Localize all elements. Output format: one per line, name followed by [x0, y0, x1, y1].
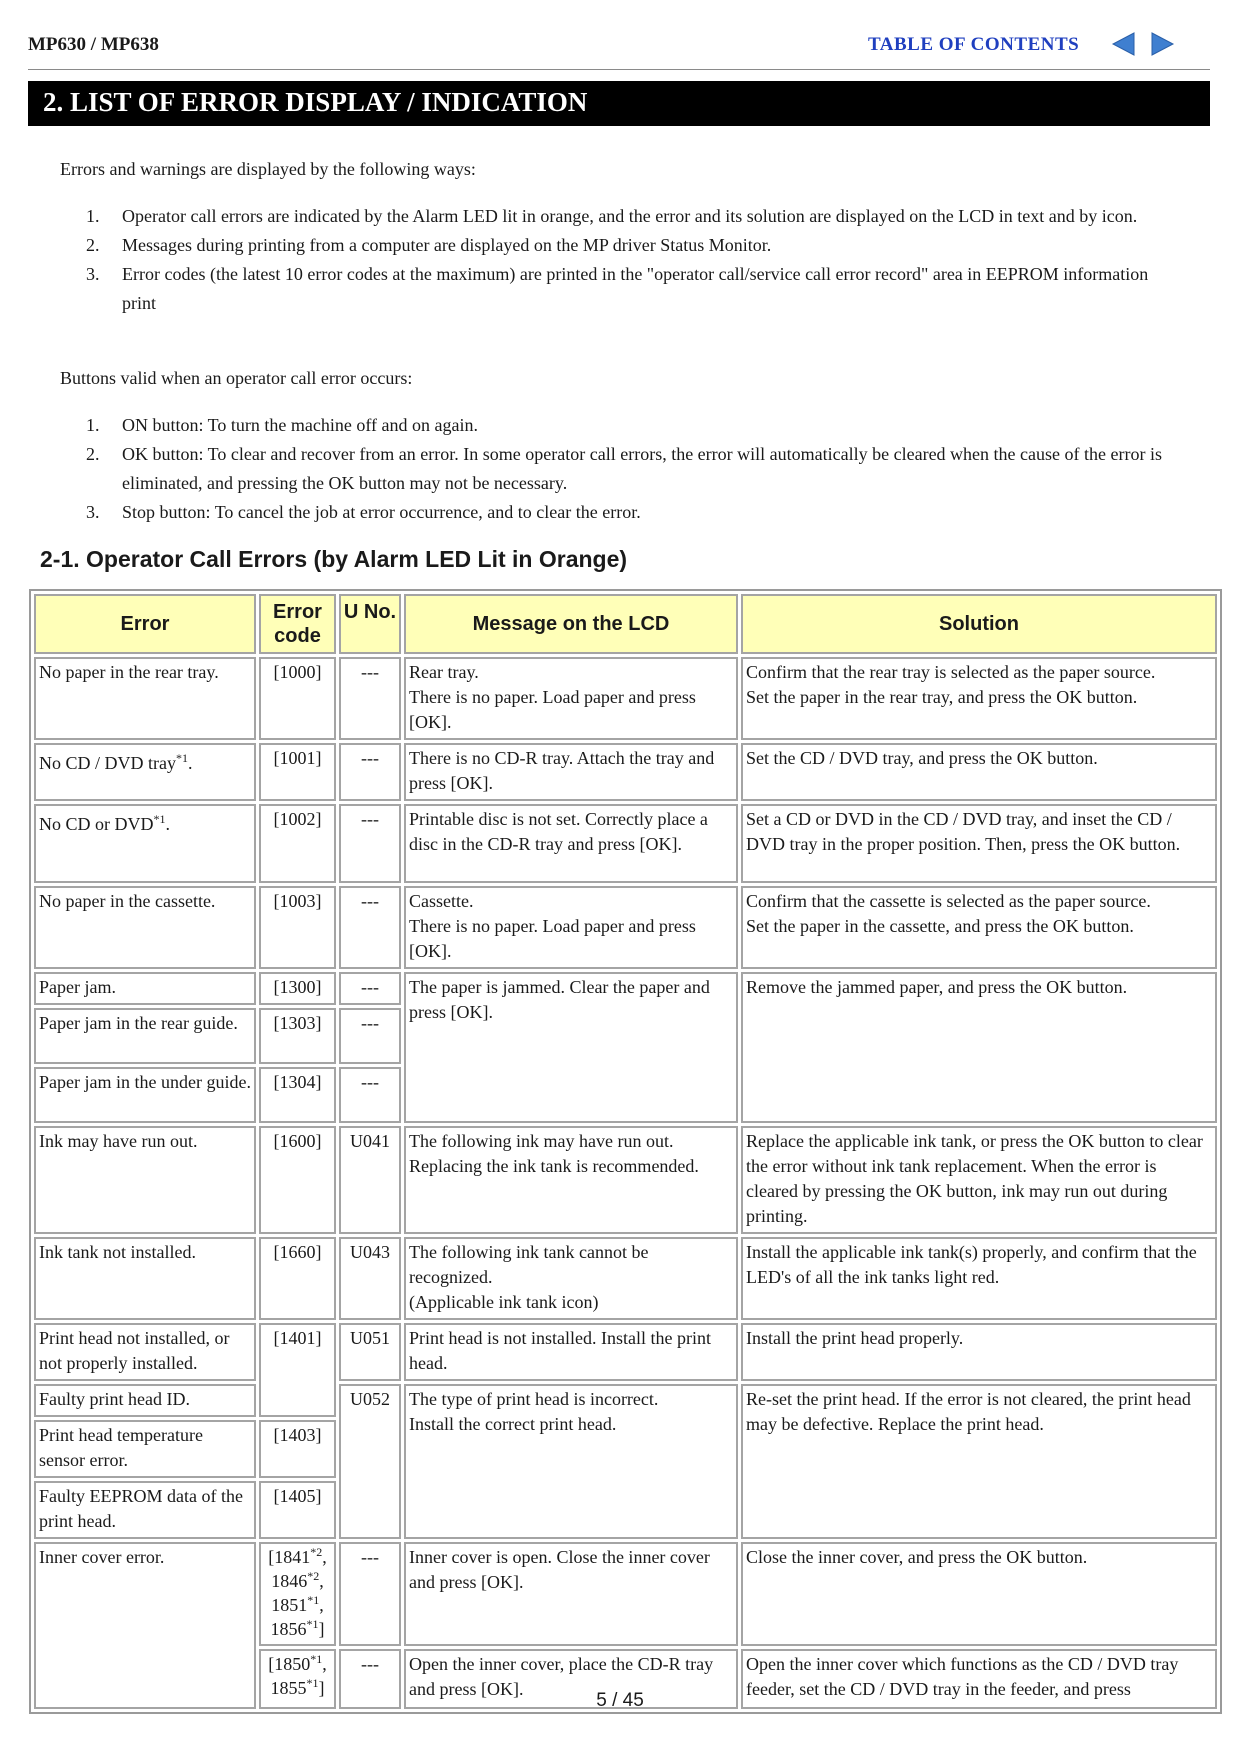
- right-arrow-icon[interactable]: [1148, 30, 1176, 58]
- table-row: Paper jam in the under guide. [1304] ---: [34, 1067, 1217, 1123]
- display-ways-list: [86, 202, 1176, 318]
- table-row: Print head not installed, or not properly installed. [1401] U051 Print head is not installed. Install the print head. Install the print head properly.: [34, 1323, 1217, 1381]
- list-item: 3. Error codes (the latest 10 error codes at the maximum) are printed in the "operator call/service call error record" area in EEPROM information print: [86, 264, 1149, 313]
- model-name: MP630 / MP638: [28, 34, 159, 55]
- table-row: Faulty print head ID. U052 The type of print head is incorrect. Install the correct print head. Re-set the print head. If the error is not cleared, the print head may be defective. Replace the print head.: [34, 1384, 1217, 1417]
- table-row: Print head temperature sensor error. [1403]: [34, 1420, 1217, 1478]
- table-row: Faulty EEPROM data of the print head. [1405]: [34, 1481, 1217, 1539]
- table-row: Ink tank not installed. [1660] U043 The following ink tank cannot be recognized. (Applicable ink tank icon) Install the applicable ink tank(s) properly, and confirm that the LED's of all the ink tanks light red.: [34, 1237, 1217, 1320]
- list-item: 3. Stop button: To cancel the job at error occurrence, and to clear the error.: [86, 502, 641, 522]
- buttons-intro-text: Buttons valid when an operator call error occurs:: [60, 368, 413, 388]
- table-row: No paper in the cassette. [1003] --- Cassette. There is no paper. Load paper and press [OK]. Confirm that the cassette is selected as the paper source. Set the paper in the cassette, and press the OK button.: [34, 886, 1217, 969]
- intro-text: Errors and warnings are displayed by the following ways:: [60, 159, 476, 179]
- table-row: No CD / DVD tray$^{*1}$. [1001] --- There is no CD-R tray. Attach the tray and press [OK]. Set the CD / DVD tray, and press the OK button.: [34, 743, 1217, 801]
- list-item: 2. Messages during printing from a computer are displayed on the MP driver Status Monitor.: [86, 235, 772, 255]
- table-row: Paper jam. [1300] --- The paper is jammed. Clear the paper and press [OK]. Remove the jammed paper, and press the OK button.: [34, 972, 1217, 1005]
- page-header: [28, 30, 1210, 70]
- table-row: No CD or DVD$^{*1}$. [1002] --- Printable disc is not set. Correctly place a disc in the CD-R tray and press [OK]. Set a CD or DVD in the CD / DVD tray, and inset the CD / DVD tray in the proper position. Then, press the OK button.: [34, 804, 1217, 883]
- header-error: Error: [34, 594, 256, 654]
- table-row: Inner cover error. [1841$^{*2}$, 1846$^{*2}$, 1851$^{*1}$, 1856$^{*1}$] --- Inner cover is open. Close the inner cover and press [OK]. Close the inner cover, and press the OK button.: [34, 1542, 1217, 1646]
- section-title: 2. LIST OF ERROR DISPLAY / INDICATION: [43, 87, 588, 117]
- header-divider: [28, 69, 1210, 70]
- section-banner: [28, 81, 1210, 126]
- header-u-no: U No.: [339, 594, 401, 654]
- buttons-list: [86, 411, 1176, 527]
- table-header-row: [34, 594, 1217, 654]
- header-message: Message on the LCD: [404, 594, 738, 654]
- subsection-title: 2-1. Operator Call Errors (by Alarm LED Lit in Orange): [40, 546, 628, 572]
- table-of-contents-link[interactable]: TABLE OF CONTENTS: [868, 34, 1080, 55]
- list-item: 1. Operator call errors are indicated by the Alarm LED lit in orange, and the error and its solution are displayed on the LCD in text and by icon.: [86, 206, 1138, 226]
- list-item: 1. ON button: To turn the machine off and on again.: [86, 415, 479, 435]
- table-row: Paper jam in the rear guide. [1303] ---: [34, 1008, 1217, 1064]
- table-row: [1850$^{*1}$, 1855$^{*1}$] --- Open the inner cover, place the CD-R tray and press [OK]. Open the inner cover which functions as the CD / DVD tray feeder, set the CD / DVD tray in the feeder, and press: [34, 1649, 1217, 1709]
- table-row: No paper in the rear tray. [1000] --- Rear tray. There is no paper. Load paper and press [OK]. Confirm that the rear tray is selected as the paper source. Set the paper in the rear tray, and press the OK button.: [34, 657, 1217, 740]
- header-solution: Solution: [741, 594, 1217, 654]
- operator-call-errors-table: [29, 589, 1222, 1714]
- table-row: Ink may have run out. [1600] U041 The following ink may have run out. Replacing the ink tank is recommended. Replace the applicable ink tank, or press the OK button to clear the error without ink tank replacement. When the error is cleared by pressing the OK button, ink may run out during printing.: [34, 1126, 1217, 1234]
- list-item: 2. OK button: To clear and recover from an error. In some operator call errors, the error will automatically be cleared when the cause of the error is eliminated, and pressing the OK button may not be necessary.: [86, 444, 1162, 493]
- page-number: 5 / 45: [596, 1690, 644, 1711]
- header-error-code: Error code: [259, 594, 336, 654]
- left-arrow-icon[interactable]: [1110, 30, 1138, 58]
